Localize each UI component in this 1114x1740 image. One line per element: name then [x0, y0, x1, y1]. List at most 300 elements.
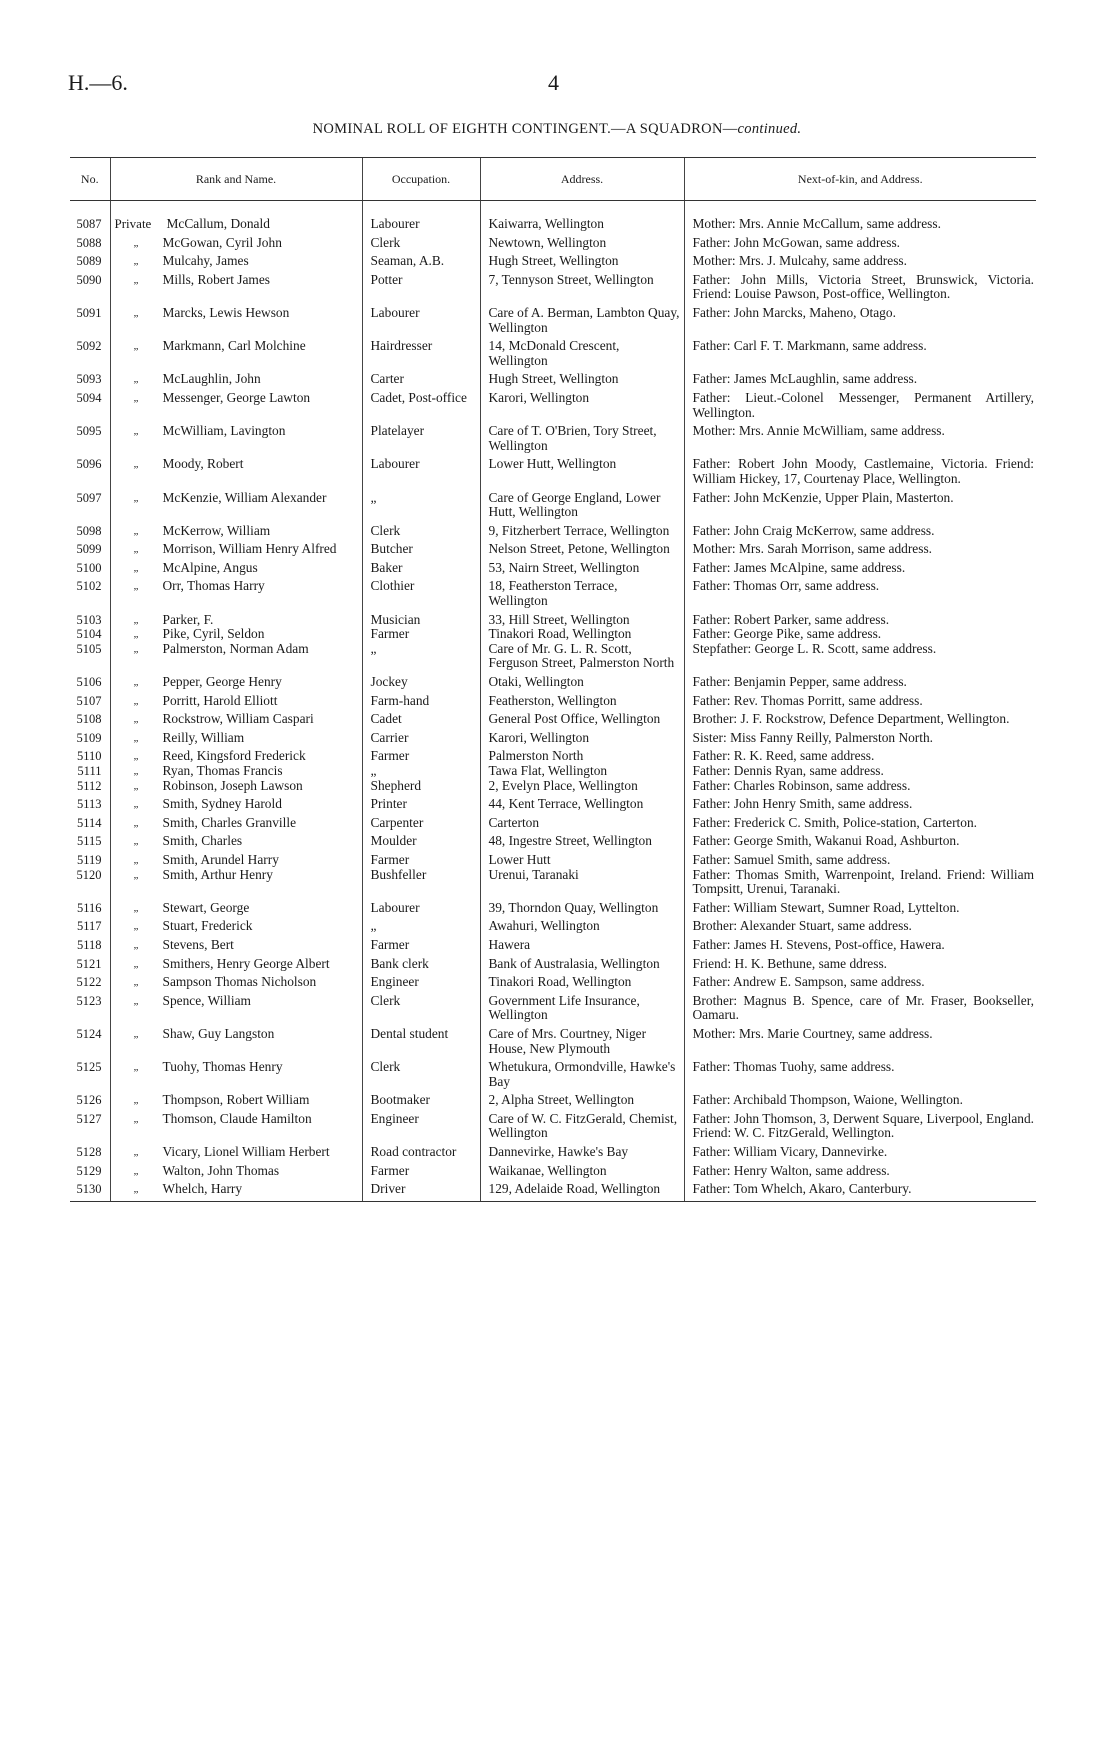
cell-next-of-kin: Sister: Miss Fanny Reilly, Palmerston North.: [684, 731, 1036, 750]
table-row: [70, 919, 1036, 938]
soldier-name: McLaughlin, John: [162, 371, 261, 387]
cell-occupation: Potter: [362, 273, 480, 306]
cell-rank-name: [110, 424, 362, 457]
nominal-roll-table: [70, 157, 1036, 1202]
soldier-name: Stevens, Bert: [162, 936, 234, 952]
cell-occupation: Clerk: [362, 524, 480, 543]
soldier-name: Marcks, Lewis Hewson: [162, 304, 290, 320]
rank-label: „: [133, 713, 140, 726]
cell-occupation: Baker: [362, 561, 480, 580]
rank-label: „: [133, 694, 140, 707]
cell-next-of-kin: Father: Tom Whelch, Akaro, Canterbury.: [684, 1182, 1036, 1201]
soldier-name: Stuart, Frederick: [162, 918, 253, 934]
cell-occupation: Printer: [362, 797, 480, 816]
document-code: H.—6.: [68, 70, 128, 95]
cell-rank-name: [110, 779, 362, 798]
cell-rank-name: [110, 457, 362, 490]
cell-address: Urenui, Taranaki: [480, 868, 684, 901]
cell-address: 39, Thorndon Quay, Wellington: [480, 901, 684, 920]
cell-next-of-kin: Father: Benjamin Pepper, same address.: [684, 675, 1036, 694]
cell-next-of-kin: Father: Thomas Orr, same address.: [684, 579, 1036, 612]
cell-rank-name: [110, 391, 362, 424]
cell-number: 5127: [76, 1111, 102, 1126]
soldier-name: Sampson Thomas Nicholson: [162, 974, 317, 990]
rank-label: „: [133, 524, 140, 537]
rank-label: „: [133, 255, 140, 268]
col-header-rank-name: Rank and Name.: [110, 158, 362, 201]
rank-label: „: [133, 391, 140, 404]
cell-address: Tinakori Road, Wellington: [480, 627, 684, 642]
rank-label: „: [133, 816, 140, 829]
soldier-name: Whelch, Harry: [162, 1181, 243, 1197]
rank-label: „: [133, 779, 140, 792]
rank-label: „: [133, 273, 140, 286]
table-row: [70, 994, 1036, 1027]
soldier-name: Orr, Thomas Harry: [162, 578, 265, 594]
table-row: [70, 853, 1036, 868]
soldier-name: Smith, Sydney Harold: [162, 796, 282, 812]
rank-label: „: [133, 957, 140, 970]
soldier-name: Thomson, Claude Hamilton: [162, 1110, 312, 1126]
table-row: [70, 424, 1036, 457]
cell-address: Palmerston North: [480, 749, 684, 764]
cell-rank-name: [110, 1145, 362, 1164]
cell-number: 5102: [76, 579, 102, 594]
cell-number: 5112: [76, 778, 102, 793]
table-row: [70, 1060, 1036, 1093]
cell-occupation: Bootmaker: [362, 1093, 480, 1112]
cell-rank-name: [110, 749, 362, 764]
cell-address: Care of A. Berman, Lambton Quay, Wellington: [480, 306, 684, 339]
cell-next-of-kin: Father: James H. Stevens, Post-office, Hawera.: [684, 938, 1036, 957]
cell-next-of-kin: Father: James McLaughlin, same address.: [684, 372, 1036, 391]
title-suffix: continued.: [737, 121, 802, 137]
rank-label: „: [133, 1183, 140, 1196]
cell-occupation: Farmer: [362, 853, 480, 868]
table-row: [70, 627, 1036, 642]
cell-next-of-kin: Father: Robert John Moody, Castlemaine, Victoria. Friend: William Hickey, 17, Courtenay Place, Wellington.: [684, 457, 1036, 490]
cell-rank-name: [110, 201, 362, 236]
cell-address: Tinakori Road, Wellington: [480, 975, 684, 994]
rank-label: „: [133, 340, 140, 353]
cell-occupation: Seaman, A.B.: [362, 254, 480, 273]
soldier-name: Shaw, Guy Langston: [162, 1025, 275, 1041]
cell-next-of-kin: Father: James McAlpine, same address.: [684, 561, 1036, 580]
rank-label: „: [133, 628, 140, 641]
cell-number: 5103: [76, 612, 102, 627]
cell-occupation: Dental student: [362, 1027, 480, 1060]
table-row: [70, 561, 1036, 580]
soldier-name: Walton, John Thomas: [162, 1162, 280, 1178]
cell-occupation: Labourer: [362, 201, 480, 236]
cell-occupation: „: [362, 764, 480, 779]
cell-number: 5110: [76, 749, 102, 764]
soldier-name: McCallum, Donald: [166, 216, 270, 231]
cell-rank-name: [110, 613, 362, 628]
cell-next-of-kin: Father: R. K. Reed, same address.: [684, 749, 1036, 764]
cell-number: 5108: [76, 712, 102, 727]
cell-number: 5118: [76, 937, 102, 952]
cell-next-of-kin: Brother: Magnus B. Spence, care of Mr. Fraser, Bookseller, Oamaru.: [684, 994, 1036, 1027]
rank-label: „: [133, 543, 140, 556]
cell-next-of-kin: Father: John Henry Smith, same address.: [684, 797, 1036, 816]
cell-address: Bank of Australasia, Wellington: [480, 957, 684, 976]
cell-rank-name: [110, 1060, 362, 1093]
table-row: [70, 1182, 1036, 1201]
table-row: [70, 1112, 1036, 1145]
cell-next-of-kin: Friend: H. K. Bethune, same ddress.: [684, 957, 1036, 976]
cell-number: 5117: [76, 919, 102, 934]
cell-address: Hugh Street, Wellington: [480, 254, 684, 273]
cell-rank-name: [110, 1182, 362, 1201]
cell-number: 5095: [76, 424, 102, 439]
rank-label: „: [133, 798, 140, 811]
table-body: [70, 201, 1036, 1202]
cell-next-of-kin: Father: John McKenzie, Upper Plain, Masterton.: [684, 491, 1036, 524]
soldier-name: Mulcahy, James: [162, 253, 249, 269]
soldier-name: Tuohy, Thomas Henry: [162, 1059, 283, 1075]
cell-address: Care of T. O'Brien, Tory Street, Wellington: [480, 424, 684, 457]
cell-number: 5093: [76, 372, 102, 387]
table-row: [70, 779, 1036, 798]
table-row: [70, 457, 1036, 490]
soldier-name: Markmann, Carl Molchine: [162, 338, 306, 354]
cell-address: 53, Nairn Street, Wellington: [480, 561, 684, 580]
page-number: 4: [548, 70, 559, 95]
table-row: [70, 201, 1036, 236]
soldier-name: McGowan, Cyril John: [162, 234, 282, 250]
cell-address: Government Life Insurance, Wellington: [480, 994, 684, 1027]
cell-number: 5088: [76, 235, 102, 250]
cell-rank-name: [110, 372, 362, 391]
cell-number: 5107: [76, 693, 102, 708]
cell-rank-name: [110, 957, 362, 976]
cell-occupation: Engineer: [362, 1112, 480, 1145]
cell-address: Care of George England, Lower Hutt, Wellington: [480, 491, 684, 524]
cell-next-of-kin: Father: Dennis Ryan, same address.: [684, 764, 1036, 779]
cell-address: Newtown, Wellington: [480, 236, 684, 255]
cell-address: 7, Tennyson Street, Wellington: [480, 273, 684, 306]
soldier-name: Morrison, William Henry Alfred: [162, 541, 337, 557]
soldier-name: Ryan, Thomas Francis: [162, 763, 283, 778]
soldier-name: Rockstrow, William Caspari: [162, 711, 314, 727]
rank-label: „: [133, 373, 140, 386]
rank-label: „: [133, 1061, 140, 1074]
cell-next-of-kin: Stepfather: George L. R. Scott, same address.: [684, 642, 1036, 675]
soldier-name: McWilliam, Lavington: [162, 423, 286, 439]
cell-number: 5128: [76, 1145, 102, 1160]
table-row: [70, 1027, 1036, 1060]
cell-occupation: Musician: [362, 613, 480, 628]
cell-occupation: Cadet, Post-office: [362, 391, 480, 424]
rank-label: „: [133, 1094, 140, 1107]
cell-next-of-kin: Father: William Vicary, Dannevirke.: [684, 1145, 1036, 1164]
rank-label: Private: [114, 216, 152, 231]
cell-address: Whetukura, Ormondville, Hawke's Bay: [480, 1060, 684, 1093]
cell-occupation: Carrier: [362, 731, 480, 750]
cell-rank-name: [110, 1164, 362, 1183]
cell-occupation: Driver: [362, 1182, 480, 1201]
cell-next-of-kin: Father: Robert Parker, same address.: [684, 613, 1036, 628]
cell-number: 5100: [76, 560, 102, 575]
cell-next-of-kin: Brother: J. F. Rockstrow, Defence Department, Wellington.: [684, 712, 1036, 731]
table-row: [70, 254, 1036, 273]
soldier-name: Stewart, George: [162, 899, 250, 915]
cell-number: 5109: [76, 730, 102, 745]
cell-occupation: Clerk: [362, 994, 480, 1027]
cell-occupation: Moulder: [362, 834, 480, 853]
cell-address: Featherston, Wellington: [480, 694, 684, 713]
cell-rank-name: [110, 868, 362, 901]
cell-address: 2, Evelyn Place, Wellington: [480, 779, 684, 798]
cell-occupation: Labourer: [362, 457, 480, 490]
cell-next-of-kin: Father: John Craig McKerrow, same address.: [684, 524, 1036, 543]
cell-number: 5129: [76, 1163, 102, 1178]
cell-address: Karori, Wellington: [480, 731, 684, 750]
rank-label: „: [133, 868, 140, 881]
soldier-name: Messenger, George Lawton: [162, 389, 311, 405]
cell-rank-name: [110, 524, 362, 543]
rank-label: „: [133, 765, 140, 777]
soldier-name: Smith, Arundel Harry: [162, 851, 279, 867]
cell-occupation: Farm-hand: [362, 694, 480, 713]
rank-label: „: [133, 1112, 140, 1125]
cell-next-of-kin: Father: George Smith, Wakanui Road, Ashburton.: [684, 834, 1036, 853]
cell-address: Lower Hutt: [480, 853, 684, 868]
cell-number: 5097: [76, 490, 102, 505]
cell-address: Care of Mrs. Courtney, Niger House, New Plymouth: [480, 1027, 684, 1060]
cell-address: Otaki, Wellington: [480, 675, 684, 694]
soldier-name: Pepper, George Henry: [162, 674, 282, 690]
rank-label: „: [133, 306, 140, 319]
cell-number: 5111: [77, 764, 102, 778]
table-row: [70, 236, 1036, 255]
cell-occupation: Labourer: [362, 306, 480, 339]
cell-number: 5105: [76, 641, 102, 656]
cell-occupation: Shepherd: [362, 779, 480, 798]
cell-occupation: „: [362, 642, 480, 675]
rank-label: „: [133, 676, 140, 689]
table-row: [70, 306, 1036, 339]
rank-label: „: [133, 580, 140, 593]
cell-next-of-kin: Father: George Pike, same address.: [684, 627, 1036, 642]
table-row: [70, 868, 1036, 901]
cell-number: 5098: [76, 523, 102, 538]
cell-number: 5104: [76, 627, 102, 642]
cell-rank-name: [110, 561, 362, 580]
cell-next-of-kin: Father: Carl F. T. Markmann, same address.: [684, 339, 1036, 372]
cell-occupation: Engineer: [362, 975, 480, 994]
cell-address: Carterton: [480, 816, 684, 835]
cell-next-of-kin: Father: Archibald Thompson, Waione, Wellington.: [684, 1093, 1036, 1112]
cell-occupation: Farmer: [362, 1164, 480, 1183]
cell-rank-name: [110, 834, 362, 853]
cell-rank-name: [110, 938, 362, 957]
table-row: [70, 975, 1036, 994]
rank-label: „: [133, 835, 140, 848]
cell-next-of-kin: Brother: Alexander Stuart, same address.: [684, 919, 1036, 938]
cell-number: 5090: [76, 272, 102, 287]
cell-rank-name: [110, 254, 362, 273]
cell-address: Nelson Street, Petone, Wellington: [480, 542, 684, 561]
cell-next-of-kin: Father: Henry Walton, same address.: [684, 1164, 1036, 1183]
cell-occupation: Farmer: [362, 749, 480, 764]
cell-rank-name: [110, 542, 362, 561]
cell-rank-name: [110, 627, 362, 642]
table-row: [70, 339, 1036, 372]
cell-occupation: Carpenter: [362, 816, 480, 835]
cell-next-of-kin: Father: John Thomson, 3, Derwent Square, Liverpool, England. Friend: W. C. FitzGerald, Wellington.: [684, 1112, 1036, 1145]
cell-next-of-kin: Father: Rev. Thomas Porritt, same address.: [684, 694, 1036, 713]
cell-rank-name: [110, 731, 362, 750]
cell-address: 44, Kent Terrace, Wellington: [480, 797, 684, 816]
cell-number: 5121: [76, 956, 102, 971]
col-header-no: No.: [70, 158, 110, 201]
cell-number: 5119: [76, 852, 102, 867]
cell-address: 14, McDonald Crescent, Wellington: [480, 339, 684, 372]
table-row: [70, 542, 1036, 561]
cell-occupation: Farmer: [362, 627, 480, 642]
cell-rank-name: [110, 306, 362, 339]
cell-address: Karori, Wellington: [480, 391, 684, 424]
cell-rank-name: [110, 273, 362, 306]
cell-number: 5114: [76, 815, 102, 830]
table-row: [70, 675, 1036, 694]
cell-address: 18, Featherston Terrace, Wellington: [480, 579, 684, 612]
table-header-row: [70, 158, 1036, 201]
cell-number: 5123: [76, 993, 102, 1008]
table-row: [70, 731, 1036, 750]
soldier-name: Smith, Charles: [162, 833, 243, 849]
cell-rank-name: [110, 694, 362, 713]
cell-number: 5116: [76, 900, 102, 915]
cell-number: 5092: [76, 339, 102, 354]
rank-label: „: [133, 994, 140, 1007]
cell-next-of-kin: Father: Frederick C. Smith, Police-station, Carterton.: [684, 816, 1036, 835]
soldier-name: Reilly, William: [162, 729, 245, 745]
table-row: [70, 957, 1036, 976]
col-header-address: Address.: [480, 158, 684, 201]
rank-label: „: [133, 236, 140, 249]
table-row: [70, 491, 1036, 524]
rank-label: „: [133, 731, 140, 744]
table-row: [70, 524, 1036, 543]
cell-number: 5125: [76, 1060, 102, 1075]
cell-number: 5087: [76, 217, 102, 231]
cell-rank-name: [110, 675, 362, 694]
cell-address: Hawera: [480, 938, 684, 957]
cell-number: 5126: [76, 1093, 102, 1108]
cell-occupation: Jockey: [362, 675, 480, 694]
cell-next-of-kin: Father: Thomas Smith, Warrenpoint, Ireland. Friend: William Tompsitt, Urenui, Taranaki.: [684, 868, 1036, 901]
cell-next-of-kin: Father: Thomas Tuohy, same address.: [684, 1060, 1036, 1093]
soldier-name: McKenzie, William Alexander: [162, 489, 327, 505]
soldier-name: Porritt, Harold Elliott: [162, 692, 278, 708]
cell-occupation: Labourer: [362, 901, 480, 920]
table-row: [70, 816, 1036, 835]
col-header-occupation: Occupation.: [362, 158, 480, 201]
cell-occupation: Bushfeller: [362, 868, 480, 901]
table-row: [70, 391, 1036, 424]
cell-number: 5115: [76, 834, 102, 849]
soldier-name: Vicary, Lionel William Herbert: [162, 1144, 330, 1160]
table-row: [70, 938, 1036, 957]
cell-rank-name: [110, 994, 362, 1027]
cell-occupation: „: [362, 919, 480, 938]
rank-label: „: [133, 920, 140, 933]
cell-occupation: Clothier: [362, 579, 480, 612]
title-main: NOMINAL ROLL OF EIGHTH CONTINGENT.—A SQUADRON—: [312, 121, 738, 137]
cell-address: Kaiwarra, Wellington: [480, 201, 684, 236]
table-row: [70, 1164, 1036, 1183]
cell-next-of-kin: Mother: Mrs. Sarah Morrison, same address.: [684, 542, 1036, 561]
cell-address: Care of Mr. G. L. R. Scott, Ferguson Street, Palmerston North: [480, 642, 684, 675]
table-row: [70, 797, 1036, 816]
cell-rank-name: [110, 816, 362, 835]
cell-number: 5130: [70, 1182, 110, 1201]
cell-number: 5122: [76, 975, 102, 990]
cell-rank-name: [110, 975, 362, 994]
soldier-name: McKerrow, William: [162, 522, 271, 538]
cell-address: 9, Fitzherbert Terrace, Wellington: [480, 524, 684, 543]
soldier-name: Mills, Robert James: [162, 271, 270, 287]
cell-next-of-kin: Mother: Mrs. J. Mulcahy, same address.: [684, 254, 1036, 273]
cell-occupation: Carter: [362, 372, 480, 391]
col-header-next-of-kin: Next-of-kin, and Address.: [684, 158, 1036, 201]
cell-rank-name: [110, 1093, 362, 1112]
cell-rank-name: [110, 236, 362, 255]
cell-rank-name: [110, 901, 362, 920]
cell-rank-name: [110, 339, 362, 372]
cell-address: Dannevirke, Hawke's Bay: [480, 1145, 684, 1164]
cell-occupation: Butcher: [362, 542, 480, 561]
soldier-name: Spence, William: [162, 992, 251, 1008]
cell-number: 5113: [76, 797, 102, 812]
rank-label: „: [133, 1164, 140, 1177]
cell-rank-name: [110, 579, 362, 612]
table-row: [70, 579, 1036, 612]
soldier-name: Robinson, Joseph Lawson: [162, 777, 303, 793]
table-row: [70, 273, 1036, 306]
cell-rank-name: [110, 1027, 362, 1060]
rank-label: „: [133, 1146, 140, 1159]
rank-label: „: [133, 976, 140, 989]
cell-address: Care of W. C. FitzGerald, Chemist, Wellington: [480, 1112, 684, 1145]
cell-address: Hugh Street, Wellington: [480, 372, 684, 391]
table-row: [70, 642, 1036, 675]
cell-next-of-kin: Father: William Stewart, Sumner Road, Lyttelton.: [684, 901, 1036, 920]
cell-occupation: „: [362, 491, 480, 524]
cell-number: 5106: [76, 675, 102, 690]
cell-occupation: Farmer: [362, 938, 480, 957]
soldier-name: Parker, F.: [162, 611, 214, 627]
rank-label: „: [133, 425, 140, 438]
cell-next-of-kin: Father: Andrew E. Sampson, same address.: [684, 975, 1036, 994]
cell-number: 5124: [76, 1026, 102, 1041]
cell-rank-name: [110, 919, 362, 938]
cell-next-of-kin: Father: Charles Robinson, same address.: [684, 779, 1036, 798]
rank-label: „: [133, 1027, 140, 1040]
cell-address: Lower Hutt, Wellington: [480, 457, 684, 490]
rank-label: „: [133, 561, 140, 574]
cell-rank-name: [110, 491, 362, 524]
rank-label: „: [133, 938, 140, 951]
soldier-name: McAlpine, Angus: [162, 559, 258, 575]
cell-number: 5099: [76, 542, 102, 557]
cell-rank-name: [110, 642, 362, 675]
table-row: [70, 1145, 1036, 1164]
table-row: [70, 749, 1036, 764]
